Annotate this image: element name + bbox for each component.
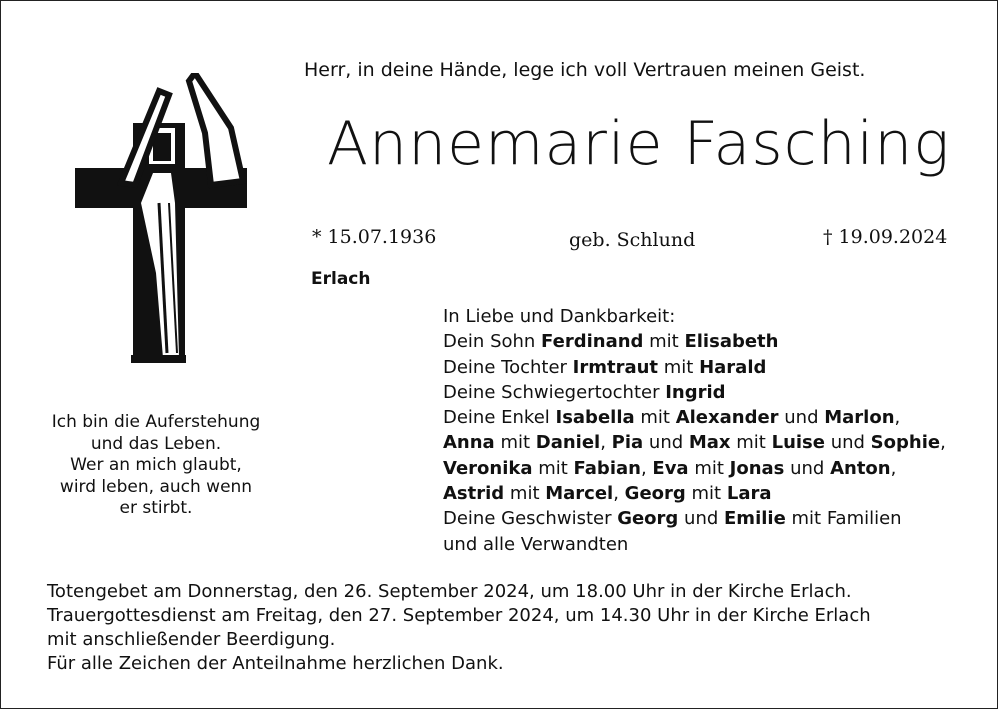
mourner-text: mit (504, 483, 546, 505)
mourner-name: Irmtraut (572, 356, 659, 378)
service-info (47, 580, 977, 676)
mourner-text: Deine Schwiegertochter (443, 381, 666, 403)
mourner-text: mit (730, 432, 772, 454)
service-line: Trauergottesdienst am Freitag, den 27. September 2024, um 14.30 Uhr in der Kirche Erlach (47, 605, 871, 626)
mourner-text: Deine Geschwister (443, 508, 618, 530)
mourner-name: Luise (771, 432, 825, 454)
mourner-line (443, 430, 983, 455)
mourner-text: und (778, 407, 825, 429)
mourner-name: Astrid (443, 483, 505, 505)
mourner-line (443, 380, 983, 405)
mourner-text: Deine Tochter (443, 356, 573, 378)
quote-line: er stirbt. (119, 498, 193, 518)
mourner-line (443, 355, 983, 380)
mourner-text: , (890, 457, 897, 479)
mourner-name: Ingrid (665, 381, 726, 403)
mourner-name: Daniel (535, 432, 601, 454)
mourner-text: mit (494, 432, 536, 454)
mourner-text: mit (643, 331, 685, 353)
mourner-text: mit (688, 457, 730, 479)
place-name: Erlach (311, 269, 371, 289)
service-line: mit anschließender Beerdigung. (47, 629, 336, 650)
quote-line: und das Leben. (90, 433, 222, 454)
mourner-name: Pia (611, 432, 644, 454)
mourner-name: Harald (699, 356, 767, 378)
maiden-name: geb. Schlund (569, 229, 696, 251)
mourner-text: mit (658, 356, 700, 378)
mourner-name: Max (688, 432, 731, 454)
mourner-name: Fabian (573, 457, 641, 479)
mourner-name: Eva (652, 457, 689, 479)
mourner-name: Isabella (555, 407, 635, 429)
mourner-name: Lara (726, 483, 772, 505)
mourner-text: und (678, 508, 725, 530)
mourner-name: Anton (830, 457, 891, 479)
mourner-name: Ferdinand (541, 331, 644, 353)
mourner-text: , (640, 457, 653, 479)
service-line: Totengebet am Donnerstag, den 26. September 2024, um 18.00 Uhr in der Kirche Erlach. (47, 581, 852, 602)
mourner-name: Alexander (675, 407, 779, 429)
mourner-line (443, 456, 983, 481)
mourner-line (443, 329, 983, 354)
mourner-name: Marcel (545, 483, 614, 505)
mourners-intro: In Liebe und Dankbarkeit: (443, 306, 676, 327)
mourner-text: mit (532, 457, 574, 479)
motto-text: Herr, in deine Hände, lege ich voll Vertrauen meinen Geist. (304, 59, 866, 81)
mourner-text: und (643, 432, 689, 454)
quote-line: Ich bin die Auferstehung (51, 412, 261, 432)
mourner-text: , (940, 432, 946, 454)
mourner-line (443, 532, 983, 557)
mourner-text: , (613, 483, 625, 505)
quote-line: Wer an mich glaubt, (70, 455, 242, 475)
deceased-name: Annemarie Fasching (327, 109, 951, 179)
mourner-text: Dein Sohn (443, 331, 542, 353)
scripture-quote (31, 412, 281, 520)
mourner-text: mit Familien (785, 508, 902, 530)
mourner-name: Emilie (724, 508, 786, 530)
mourner-text: und (824, 432, 871, 454)
mourner-line (443, 481, 983, 506)
quote-line: wird leben, auch wenn (59, 476, 253, 497)
birth-date: * 15.07.1936 (312, 226, 437, 248)
mourner-name: Marlon (824, 407, 895, 429)
mourner-name: Veronika (443, 457, 533, 479)
mourner-line (443, 405, 983, 430)
mourner-line (443, 506, 983, 531)
mourner-text: und alle Verwandten (443, 533, 629, 555)
thanks-line: Für alle Zeichen der Anteilnahme herzlichen Dank. (47, 653, 504, 674)
mourner-text: , (894, 407, 901, 429)
mourner-text: mit (685, 483, 727, 505)
mourner-text: mit (634, 407, 676, 429)
mourner-name: Jonas (729, 457, 785, 479)
mourner-text: Deine Enkel (443, 407, 556, 429)
mourner-name: Anna (443, 432, 495, 454)
mourner-text: , (600, 432, 612, 454)
death-date: † 19.09.2024 (823, 226, 948, 248)
mourner-text: und (784, 457, 831, 479)
mourners-list (443, 304, 983, 557)
mourner-name: Sophie (870, 432, 941, 454)
mourner-name: Georg (624, 483, 686, 505)
mourner-name: Georg (617, 508, 679, 530)
mourner-name: Elisabeth (684, 331, 779, 353)
cross-with-risen-christ-icon (71, 73, 256, 363)
